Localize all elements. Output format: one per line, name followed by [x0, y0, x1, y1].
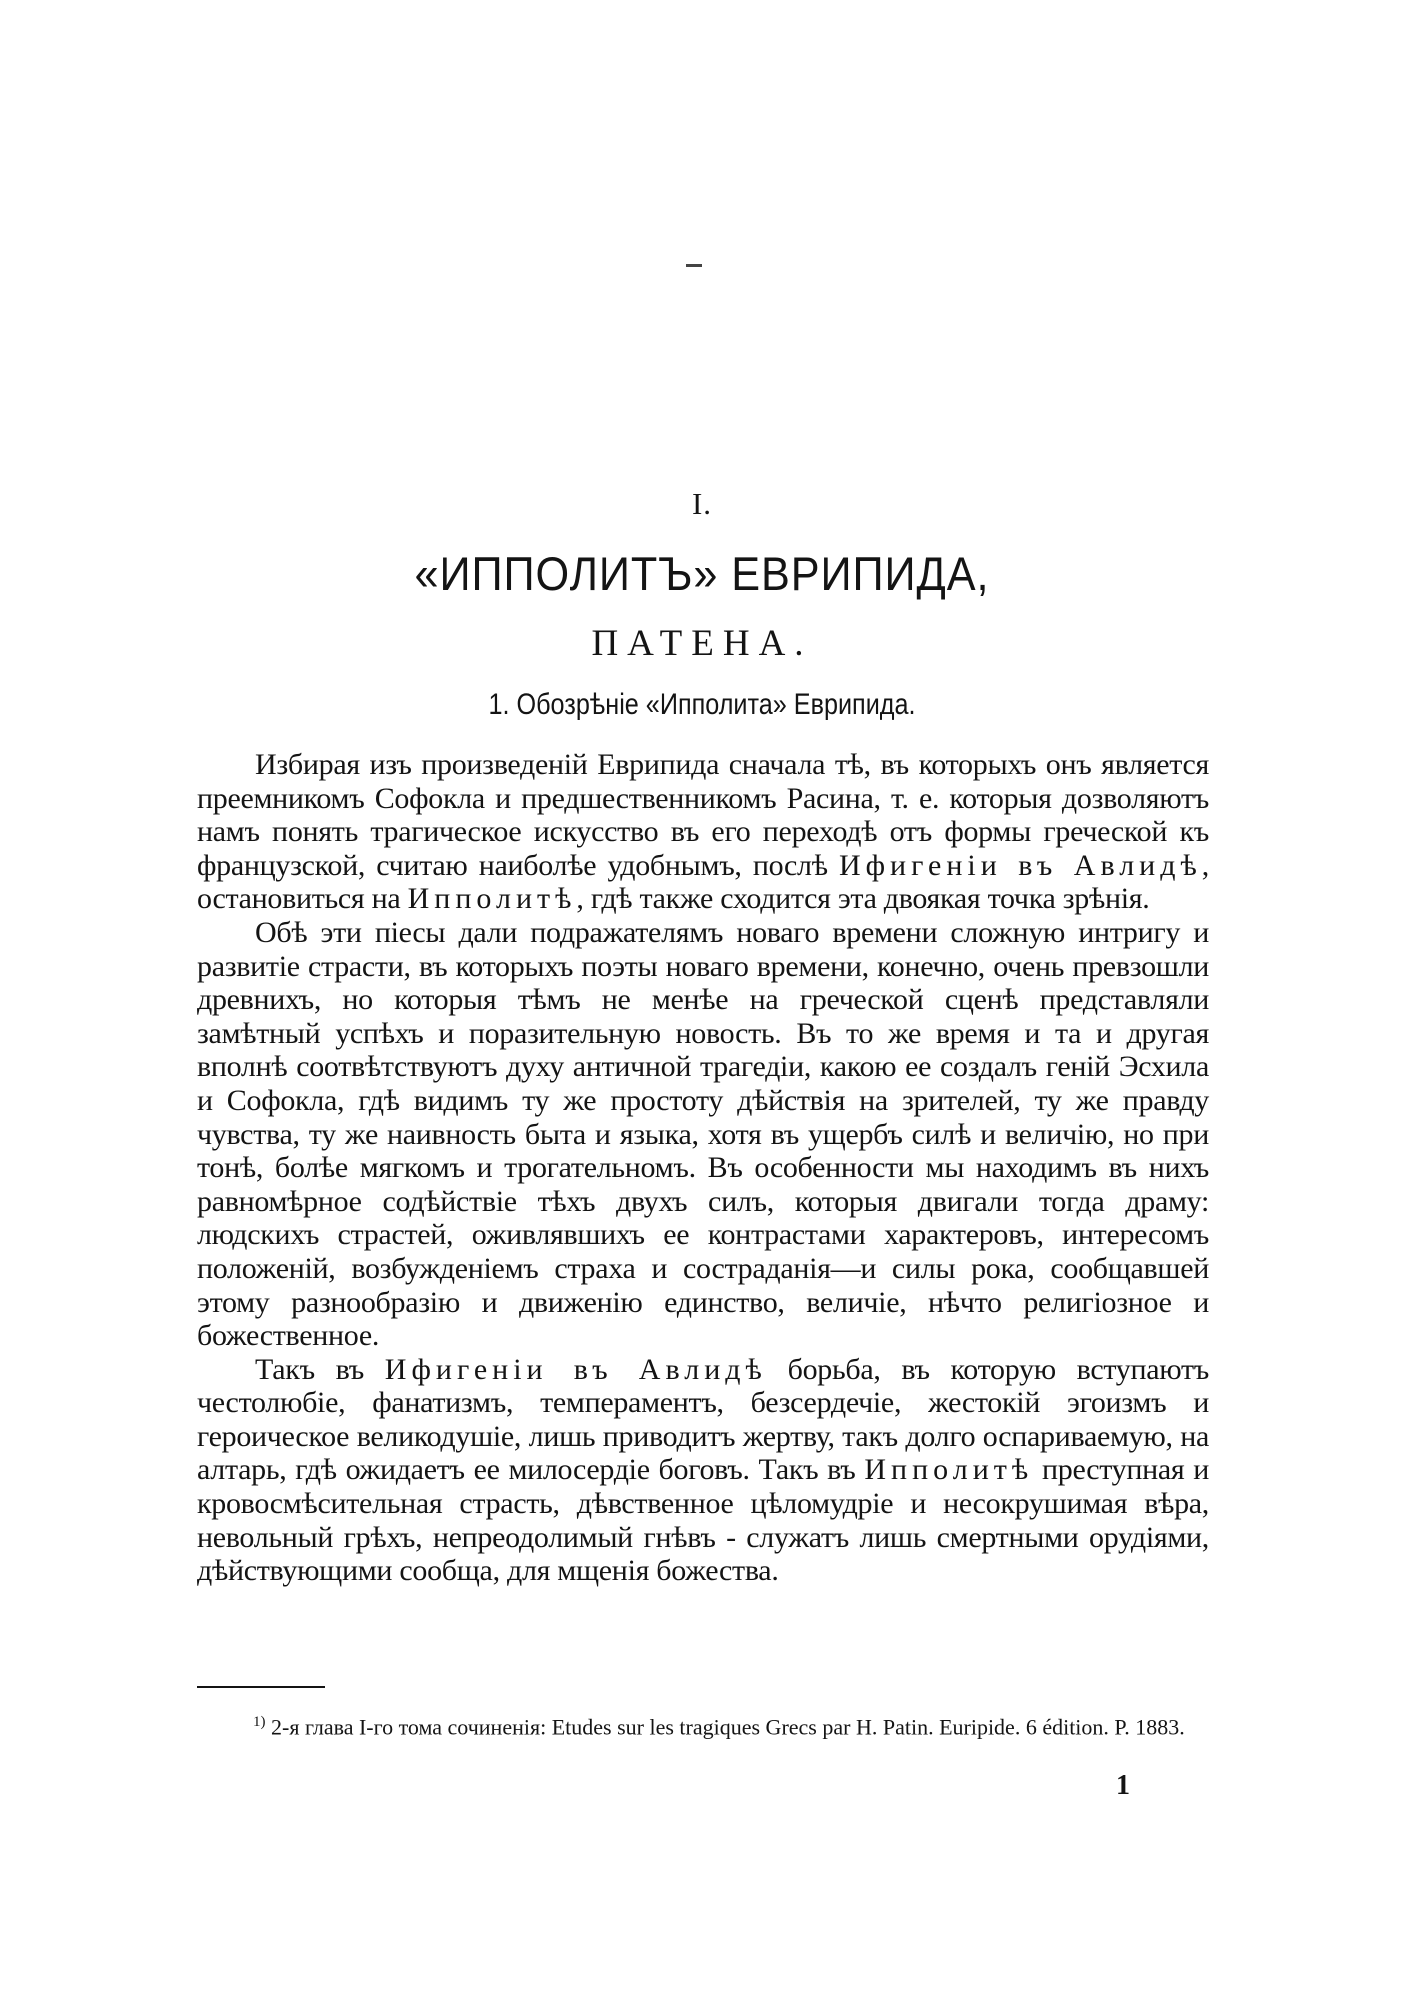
- emphasized-title: Ифигеніи въ Авлидѣ: [838, 848, 1202, 882]
- page-number: 1: [1116, 1770, 1130, 1801]
- body-text: [197, 748, 1209, 1588]
- chapter-author: ПАТЕНА.: [591, 623, 813, 664]
- paragraph-text: Обѣ эти піесы дали подражателямъ новаго времени сложную интригу и развитіе страсти, въ которыхъ поэты новаго времени, конечно, очень превзошли древнихъ, но которыя тѣмъ не менѣе на греческой сценѣ представляли замѣтный успѣхъ и поразительную новость. Въ то же время и та и другая вполнѣ соотвѣтствуютъ духу античной трагедіи, какою ее создалъ геній Эсхила и Софокла, гдѣ видимъ ту же простоту дѣйствія на зрителей, ту же правду чувства, ту же наивность быта и языка, хотя въ ущербъ силѣ и величію, но при тонѣ, болѣе мягкомъ и трогательномъ. Въ особенности мы находимъ въ нихъ равномѣрное содѣйствіе тѣхъ двухъ силъ, которыя двигали тогда драму: людскихъ страстей, оживлявшихъ ее контрастами характеровъ, интересомъ положеній, возбужденіемъ страха и состраданія—и силы рока, сообщавшей этому разнообразію и движенію единство, величіе, нѣчто религіозное и божественное.: [197, 915, 1209, 1353]
- paragraph: [197, 916, 1209, 1353]
- chapter-title: «ИППОЛИТЪ» ЕВРИПИДА,: [414, 547, 990, 600]
- emphasized-title: Ифигеніи въ Авлидѣ: [384, 1352, 767, 1386]
- paragraph-text: , гдѣ также сходится эта двоякая точка зрѣнія.: [576, 882, 1150, 916]
- print-speck: [686, 264, 702, 267]
- paragraph-text: преступная и кровосмѣсительная страсть, дѣвственное цѣломудріе и несокрушимая вѣра, невольный грѣхъ, непреодолимый гнѣвъ - служатъ лишь смертными орудіями, дѣйствующими сообща, для мщенія божества.: [197, 1453, 1209, 1588]
- emphasized-title: Ипполитѣ: [407, 882, 577, 916]
- paragraph-text: Избирая изъ произведеній Еврипида сначала тѣ, въ которыхъ онъ является преемникомъ Софокла и предшественникомъ Расина, т. е. которыя дозволяютъ намъ понять трагическое искусство въ его переходѣ отъ формы греческой къ французской, считаю наиболѣе удобнымъ, послѣ: [197, 748, 1209, 882]
- paragraph: [197, 1353, 1209, 1588]
- paragraph-text: Такъ въ: [255, 1352, 385, 1386]
- paragraph-text: , остановиться на: [197, 848, 1209, 916]
- footnote-marker: 1): [253, 1714, 266, 1730]
- paragraph: [197, 748, 1209, 916]
- chapter-number: I.: [691, 486, 713, 521]
- section-heading: 1. Обозрѣніе «Ипполита» Еврипида.: [488, 688, 916, 721]
- footnote: [197, 1706, 1209, 1743]
- footnote-text: 2-я глава I-го тома сочиненія: Etudes sur les tragiques Grecs par H. Patin. Euripide. 6 édition. P. 1883.: [271, 1714, 1185, 1740]
- footnote-divider: [197, 1686, 325, 1688]
- emphasized-title: Ипполитѣ: [864, 1453, 1034, 1487]
- paragraph-text: борьба, въ которую вступаютъ честолюбіе, фанатизмъ, темпераментъ, безсердечіе, жестокій эгоизмъ и героическое великодушіе, лишь приводитъ жертву, такъ долго оспариваемую, на алтарь, гдѣ ожидаетъ ее милосердіе боговъ. Такъ въ: [197, 1352, 1209, 1487]
